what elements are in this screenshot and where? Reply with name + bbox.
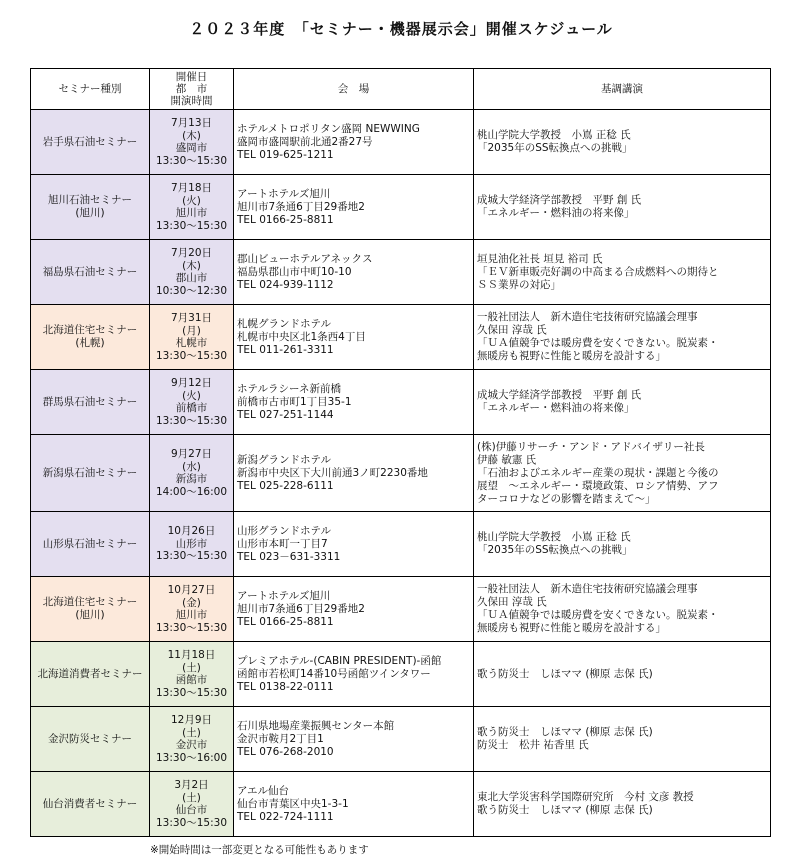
table-row (31, 110, 771, 175)
date-line: 13:30～15:30 (155, 219, 228, 232)
header-row (31, 69, 771, 110)
seminar-type-line: 福島県石油セミナー (42, 265, 138, 278)
seminar-type-cell (31, 435, 150, 512)
date-line: 13:30～15:30 (155, 414, 228, 427)
seminar-type-line: 岩手県石油セミナー (42, 135, 138, 148)
keynote-line: 成城大学経済学部教授 平野 創 氏 (477, 194, 642, 206)
date-line: 金沢市 (175, 739, 208, 751)
venue-line: 郡山ビューホテルアネックス (237, 252, 373, 265)
date-line: 旭川市 (175, 609, 208, 621)
schedule-table (30, 68, 771, 837)
keynote-line: 桃山学院大学教授 小嶌 正稔 氏 (477, 531, 631, 543)
date-city-time-cell (150, 435, 234, 512)
venue-line: 金沢市鞍月2丁目1 (237, 732, 324, 745)
date-line: 盛岡市 (175, 142, 208, 154)
date-line: 山形市 (175, 537, 208, 550)
table-row (31, 370, 771, 435)
venue-line: アエル仙台 (237, 784, 289, 797)
keynote-cell (474, 110, 771, 175)
venue-line: アートホテルズ旭川 (237, 187, 331, 200)
seminar-type-line: 北海道消費者セミナー (37, 667, 143, 680)
date-line: 13:30～16:00 (155, 751, 228, 764)
date-line: 13:30～15:30 (155, 686, 228, 699)
date-line: (木) (182, 259, 201, 272)
venue-line: 福島県郡山市中町10-10 (237, 265, 352, 278)
date-city-time-cell (150, 240, 234, 305)
venue-line: TEL 011-261-3311 (237, 343, 334, 356)
keynote-line: 歌う防災士 しほママ (柳原 志保 氏) (477, 804, 653, 816)
date-line: 郡山市 (175, 272, 208, 284)
keynote-line: ＳＳ業界の対応」 (477, 278, 561, 291)
venue-cell (234, 370, 474, 435)
keynote-cell (474, 707, 771, 772)
keynote-line: ターコロナなどの影響を踏まえて～」 (477, 492, 656, 505)
venue-cell (234, 110, 474, 175)
keynote-cell (474, 642, 771, 707)
venue-line: 札幌グランドホテル (237, 317, 331, 330)
date-line: 13:30～15:30 (155, 550, 228, 563)
seminar-type-cell (31, 240, 150, 305)
table-row (31, 435, 771, 512)
date-line: (土) (182, 661, 201, 674)
venue-cell (234, 175, 474, 240)
keynote-cell (474, 435, 771, 512)
seminar-type-line: 群馬県石油セミナー (42, 395, 138, 408)
keynote-line: 「エネルギー・燃料油の将来像」 (477, 207, 635, 219)
venue-line: 新潟グランドホテル (237, 453, 331, 466)
venue-cell (234, 772, 474, 837)
venue-line: 山形グランドホテル (237, 524, 331, 537)
date-city-time-cell (150, 175, 234, 240)
seminar-type-line: (旭川) (75, 609, 105, 621)
keynote-cell (474, 240, 771, 305)
venue-line: TEL 0166-25-8811 (237, 615, 334, 628)
date-line: 函館市 (175, 674, 208, 686)
header-time: 開演時間 (170, 95, 213, 107)
date-line: 10月27日 (167, 584, 216, 596)
venue-line: TEL 023－631-3311 (237, 550, 341, 563)
date-line: 10月26日 (167, 525, 216, 538)
date-line: 9月27日 (170, 448, 213, 460)
seminar-type-line: 金沢防災セミナー (48, 732, 132, 745)
venue-line: TEL 025-228-6111 (237, 479, 334, 492)
keynote-cell (474, 577, 771, 642)
keynote-line: 「2035年のSS転換点への挑戦」 (477, 544, 633, 556)
header-keynote: 基調講演 (474, 69, 771, 110)
keynote-line: 「エネルギー・燃料油の将来像」 (477, 402, 635, 414)
seminar-type-cell (31, 642, 150, 707)
table-row (31, 175, 771, 240)
venue-cell (234, 305, 474, 370)
keynote-cell (474, 305, 771, 370)
seminar-type-cell (31, 512, 150, 577)
seminar-type-line: (旭川) (75, 207, 105, 219)
keynote-line: 「石油およびエネルギー産業の現状・課題と今後の (477, 466, 719, 479)
venue-line: 新潟市中央区下大川前通3ノ町2230番地 (237, 466, 428, 479)
venue-cell (234, 642, 474, 707)
venue-cell (234, 435, 474, 512)
date-line: 14:00～16:00 (155, 485, 228, 498)
header-seminar-type: セミナー種別 (31, 69, 150, 110)
date-city-time-cell (150, 772, 234, 837)
footnote: ※開始時間は一部変更となる可能性もあります (150, 844, 369, 856)
keynote-cell (474, 772, 771, 837)
venue-line: 仙台市青葉区中央1-3-1 (237, 797, 349, 810)
date-line: 13:30～15:30 (155, 154, 228, 167)
keynote-line: 「2035年のSS転換点への挑戦」 (477, 142, 633, 154)
keynote-line: 一般社団法人 新木造住宅技術研究協議会理事 (477, 583, 698, 595)
keynote-line: 防災士 松井 祐香里 氏 (477, 739, 589, 751)
keynote-line: 垣見油化社長 垣見 裕司 氏 (477, 252, 603, 265)
venue-line: 旭川市7条通6丁目29番地2 (237, 602, 365, 615)
table-row (31, 707, 771, 772)
seminar-type-line: 旭川石油セミナー (48, 194, 132, 206)
venue-line: 札幌市中央区北1条西4丁目 (237, 330, 366, 343)
date-line: (水) (182, 460, 201, 473)
seminar-type-line: 北海道住宅セミナー (42, 596, 138, 608)
seminar-type-cell (31, 707, 150, 772)
date-line: 3月2日 (174, 779, 209, 791)
date-line: 13:30～15:30 (155, 621, 228, 634)
date-line: (木) (182, 129, 201, 142)
date-city-time-cell (150, 110, 234, 175)
keynote-line: 歌う防災士 しほママ (柳原 志保 氏) (477, 667, 653, 680)
venue-cell (234, 707, 474, 772)
keynote-line: 伊藤 敏憲 氏 (477, 453, 537, 466)
seminar-type-cell (31, 370, 150, 435)
keynote-cell (474, 370, 771, 435)
venue-line: TEL 027-251-1144 (237, 408, 334, 421)
table-row (31, 772, 771, 837)
venue-line: 山形市本町一丁目7 (237, 537, 328, 550)
venue-line: TEL 0166-25-8811 (237, 213, 334, 226)
seminar-type-line: 新潟県石油セミナー (42, 466, 138, 479)
date-line: (土) (182, 791, 201, 804)
keynote-line: 無暖房も視野に性能と暖房を設計する」 (477, 622, 666, 634)
date-line: 7月31日 (170, 312, 213, 324)
venue-line: 前橋市古市町1丁目35-1 (237, 395, 352, 408)
venue-cell (234, 577, 474, 642)
date-line: 7月20日 (170, 247, 213, 259)
venue-line: TEL 0138-22-0111 (237, 680, 334, 693)
date-city-time-cell (150, 707, 234, 772)
venue-line: TEL 024-939-1112 (237, 278, 334, 291)
date-line: 旭川市 (175, 207, 208, 219)
venue-line: TEL 076-268-2010 (237, 745, 334, 758)
venue-line: ホテルメトロポリタン盛岡 NEWWING (237, 122, 420, 135)
date-line: 10:30～12:30 (155, 284, 228, 297)
seminar-type-line: 仙台消費者セミナー (42, 797, 138, 810)
keynote-line: 歌う防災士 しほママ (柳原 志保 氏) (477, 726, 653, 738)
date-line: (火) (182, 389, 201, 402)
seminar-type-line: 山形県石油セミナー (42, 537, 138, 550)
venue-cell (234, 512, 474, 577)
table-row (31, 642, 771, 707)
keynote-line: 展望 ～エネルギー・環境政策、ロシア情勢、アフ (477, 479, 719, 492)
keynote-line: 「ＵＡ値競争では暖房費を安くできない。脱炭素・ (477, 337, 719, 349)
keynote-line: 久保田 淳哉 氏 (477, 596, 547, 608)
date-line: 新潟市 (175, 473, 208, 485)
venue-cell (234, 240, 474, 305)
keynote-line: 東北大学災害科学国際研究所 今村 文彦 教授 (477, 791, 694, 803)
venue-line: TEL 022-724-1111 (237, 810, 334, 823)
venue-line: アートホテルズ旭川 (237, 589, 331, 602)
header-city: 都 市 (175, 83, 208, 95)
seminar-type-cell (31, 175, 150, 240)
seminar-type-cell (31, 772, 150, 837)
date-line: 13:30～15:30 (155, 816, 228, 829)
venue-line: 旭川市7条通6丁目29番地2 (237, 200, 365, 213)
date-line: 7月13日 (170, 117, 213, 129)
keynote-line: (株)伊藤リサーチ・アンド・アドバイザリー社長 (477, 440, 705, 453)
seminar-type-cell (31, 305, 150, 370)
date-line: (火) (182, 194, 201, 207)
header-date-city-time (150, 69, 234, 110)
date-line: (金) (182, 596, 201, 609)
date-city-time-cell (150, 512, 234, 577)
keynote-line: 桃山学院大学教授 小嶌 正稔 氏 (477, 129, 631, 141)
seminar-type-cell (31, 577, 150, 642)
keynote-cell (474, 175, 771, 240)
venue-line: 盛岡市盛岡駅前北通2番27号 (237, 135, 373, 148)
venue-line: TEL 019-625-1211 (237, 148, 334, 161)
header-date: 開催日 (175, 71, 208, 83)
date-line: 9月12日 (170, 377, 213, 389)
date-city-time-cell (150, 370, 234, 435)
date-city-time-cell (150, 642, 234, 707)
date-city-time-cell (150, 305, 234, 370)
page-title: ２０２３年度 「セミナー・機器展示会」開催スケジュール (189, 20, 613, 38)
table-row (31, 240, 771, 305)
venue-line: 函館市若松町14番10号函館ツインタワー (237, 667, 431, 680)
table-row (31, 512, 771, 577)
date-line: 札幌市 (175, 337, 208, 349)
keynote-cell (474, 512, 771, 577)
table-row (31, 577, 771, 642)
keynote-line: 一般社団法人 新木造住宅技術研究協議会理事 (477, 311, 698, 323)
date-line: 仙台市 (175, 804, 208, 816)
date-line: (月) (182, 324, 201, 337)
keynote-line: 無暖房も視野に性能と暖房を設計する」 (477, 350, 666, 362)
keynote-line: 「ＵＡ値競争では暖房費を安くできない。脱炭素・ (477, 609, 719, 621)
table-row (31, 305, 771, 370)
date-line: 13:30～15:30 (155, 349, 228, 362)
date-line: (土) (182, 726, 201, 739)
seminar-type-line: (札幌) (75, 337, 105, 349)
venue-line: 石川県地場産業振興センター本館 (237, 719, 395, 732)
date-line: 12月9日 (170, 714, 213, 726)
keynote-line: 久保田 淳哉 氏 (477, 324, 547, 336)
keynote-line: 「ＥＶ新車販売好調の中高まる合成燃料への期待と (477, 265, 719, 278)
date-line: 7月18日 (170, 182, 213, 194)
venue-line: プレミアホテル-(CABIN PRESIDENT)-函館 (237, 654, 442, 667)
keynote-line: 成城大学経済学部教授 平野 創 氏 (477, 389, 642, 401)
date-line: 前橋市 (175, 402, 208, 414)
date-city-time-cell (150, 577, 234, 642)
seminar-type-cell (31, 110, 150, 175)
date-line: 11月18日 (167, 649, 216, 661)
venue-line: ホテルラシーネ新前橋 (237, 382, 341, 395)
seminar-type-line: 北海道住宅セミナー (42, 324, 138, 336)
header-venue: 会 場 (234, 69, 474, 110)
